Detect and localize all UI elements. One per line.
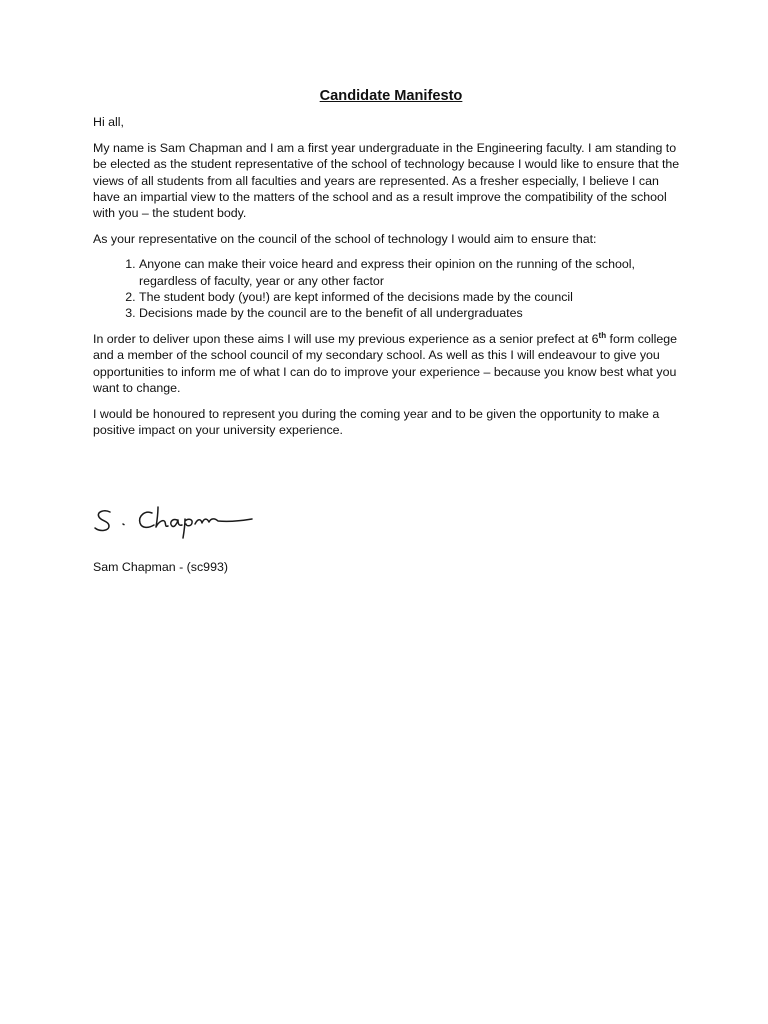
list-item: 1. Anyone can make their voice heard and express their opinion on the running of the school, regardless of faculty, year or any other factor bbox=[139, 256, 683, 289]
page-title: Candidate Manifesto bbox=[319, 88, 463, 104]
intro-paragraph: My name is Sam Chapman and I am a first year undergraduate in the Engineering faculty. I am standing to be elected as the student representative of the school of technology because I would like to ensure that the views of all students from all faculties and years are represented. As a fresher especially, I believe I can have an impartial view to the matters of the school and as a result improve the compatibility of the school with you – the student body. bbox=[93, 140, 680, 221]
experience-text-a: In order to deliver upon these aims I will use my previous experience as a senior prefect at 6 bbox=[93, 331, 599, 346]
greeting: Hi all, bbox=[93, 115, 124, 130]
handwritten-signature bbox=[92, 504, 262, 540]
ordinal-suffix: th bbox=[598, 330, 607, 340]
aims-list bbox=[93, 256, 683, 322]
manifesto-body bbox=[93, 88, 683, 447]
list-item: 2. The student body (you!) are kept informed of the decisions made by the council bbox=[139, 289, 683, 305]
experience-paragraph bbox=[93, 331, 683, 397]
aims-intro-paragraph: As your representative on the council of the school of technology I would aim to ensure that: bbox=[93, 231, 597, 246]
list-item: 3. Decisions made by the council are to the benefit of all undergraduates bbox=[139, 305, 683, 321]
experience-text-b: form college and a member of the school council of my secondary school. As well as this I will endeavour to give you opportunities to inform me of what I can do to improve your experience – because you know best what you want to change. bbox=[93, 331, 678, 396]
closing-paragraph: I would be honoured to represent you during the coming year and to be given the opportunity to make a positive impact on your university experience. bbox=[93, 406, 660, 437]
signoff-name: Sam Chapman - (sc993) bbox=[93, 560, 228, 574]
